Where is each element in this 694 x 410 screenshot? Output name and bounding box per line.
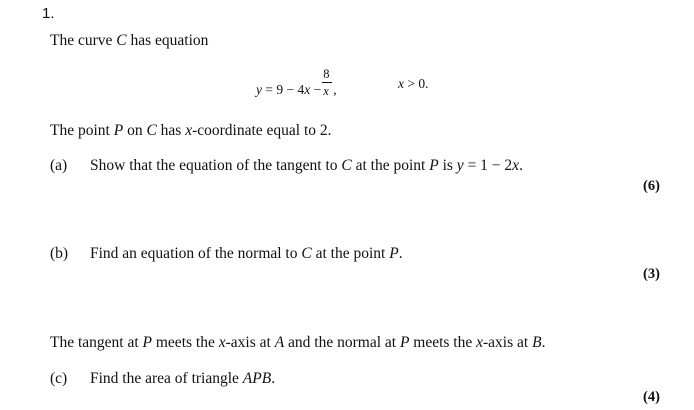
eq-x: x xyxy=(304,82,311,98)
fraction-denominator: x xyxy=(323,84,329,98)
part-b-text-1: Find an equation of the normal to xyxy=(90,245,302,262)
intro-text-2: has equation xyxy=(126,32,209,49)
point-P: P xyxy=(113,122,124,139)
tn-x: x xyxy=(218,334,226,351)
tn-text-3: -axis at xyxy=(225,334,275,351)
tn-text-5: meets the xyxy=(409,334,477,351)
part-c-marks: (4) xyxy=(643,389,660,405)
tn-text-6: -axis at xyxy=(483,334,533,351)
tn-P: P xyxy=(142,334,152,351)
cond-x: x xyxy=(398,76,404,91)
part-a-text-5: . xyxy=(519,157,523,174)
equation-fraction xyxy=(322,68,332,98)
point-line xyxy=(50,122,332,140)
point-text-4: -coordinate equal to 2. xyxy=(192,122,332,139)
part-a-text-3: is xyxy=(438,157,457,174)
eq-lhs-rest: = 9 − 4 xyxy=(262,82,305,98)
tn-A: A xyxy=(274,334,285,351)
part-b-label: (b) xyxy=(50,245,69,262)
part-b-marks: (3) xyxy=(643,266,660,282)
intro-line xyxy=(50,32,208,50)
tn-text-4: and the normal at xyxy=(284,334,400,351)
point-text-3: has xyxy=(156,122,186,139)
part-b-text-2: at the point xyxy=(311,245,390,262)
part-a-x: x xyxy=(512,157,520,174)
part-a-text-1: Show that the equation of the tangent to xyxy=(90,157,342,174)
question-number: 1. xyxy=(42,5,55,22)
equation-condition xyxy=(398,76,429,92)
tn-text-7: . xyxy=(541,334,546,351)
tn-B: B xyxy=(532,334,542,351)
part-c-text-2: . xyxy=(271,370,276,387)
point-C: C xyxy=(146,122,157,139)
eq-y: y xyxy=(256,82,262,98)
tn-text-1: The tangent at xyxy=(50,334,143,351)
fraction-numerator: 8 xyxy=(323,67,330,81)
tn-P2: P xyxy=(399,334,410,351)
point-x: x xyxy=(185,122,193,139)
fraction-bar xyxy=(322,82,332,83)
eq-minus: − xyxy=(310,82,322,98)
tn-text-2: meets the xyxy=(152,334,219,351)
curve-name: C xyxy=(116,32,127,49)
part-c-text-1: Find the area of triangle xyxy=(90,370,243,387)
tn-x2: x xyxy=(476,334,484,351)
point-text-1: The point xyxy=(50,122,114,139)
part-a-label: (a) xyxy=(50,157,68,174)
tangent-normal-line xyxy=(50,334,545,352)
point-text-2: on xyxy=(123,122,147,139)
part-b xyxy=(50,245,403,263)
part-b-P: P xyxy=(389,245,399,262)
part-b-text-3: . xyxy=(398,245,403,262)
part-c-APB: APB xyxy=(242,370,272,387)
part-c-label: (c) xyxy=(50,370,68,387)
part-a-y: y xyxy=(456,157,464,174)
part-a-marks: (6) xyxy=(643,178,660,194)
part-b-C: C xyxy=(301,245,312,262)
part-a-text-4: = 1 − 2 xyxy=(463,157,513,174)
part-a-C: C xyxy=(341,157,352,174)
part-a-text-2: at the point xyxy=(351,157,430,174)
equation-lhs xyxy=(256,82,321,97)
eq-comma: , xyxy=(333,82,337,98)
part-a xyxy=(50,157,523,175)
part-c xyxy=(50,370,275,388)
part-a-P: P xyxy=(429,157,439,174)
cond-rest: > 0. xyxy=(404,76,429,91)
curve-equation xyxy=(256,67,429,102)
intro-text-1: The curve xyxy=(50,32,117,49)
